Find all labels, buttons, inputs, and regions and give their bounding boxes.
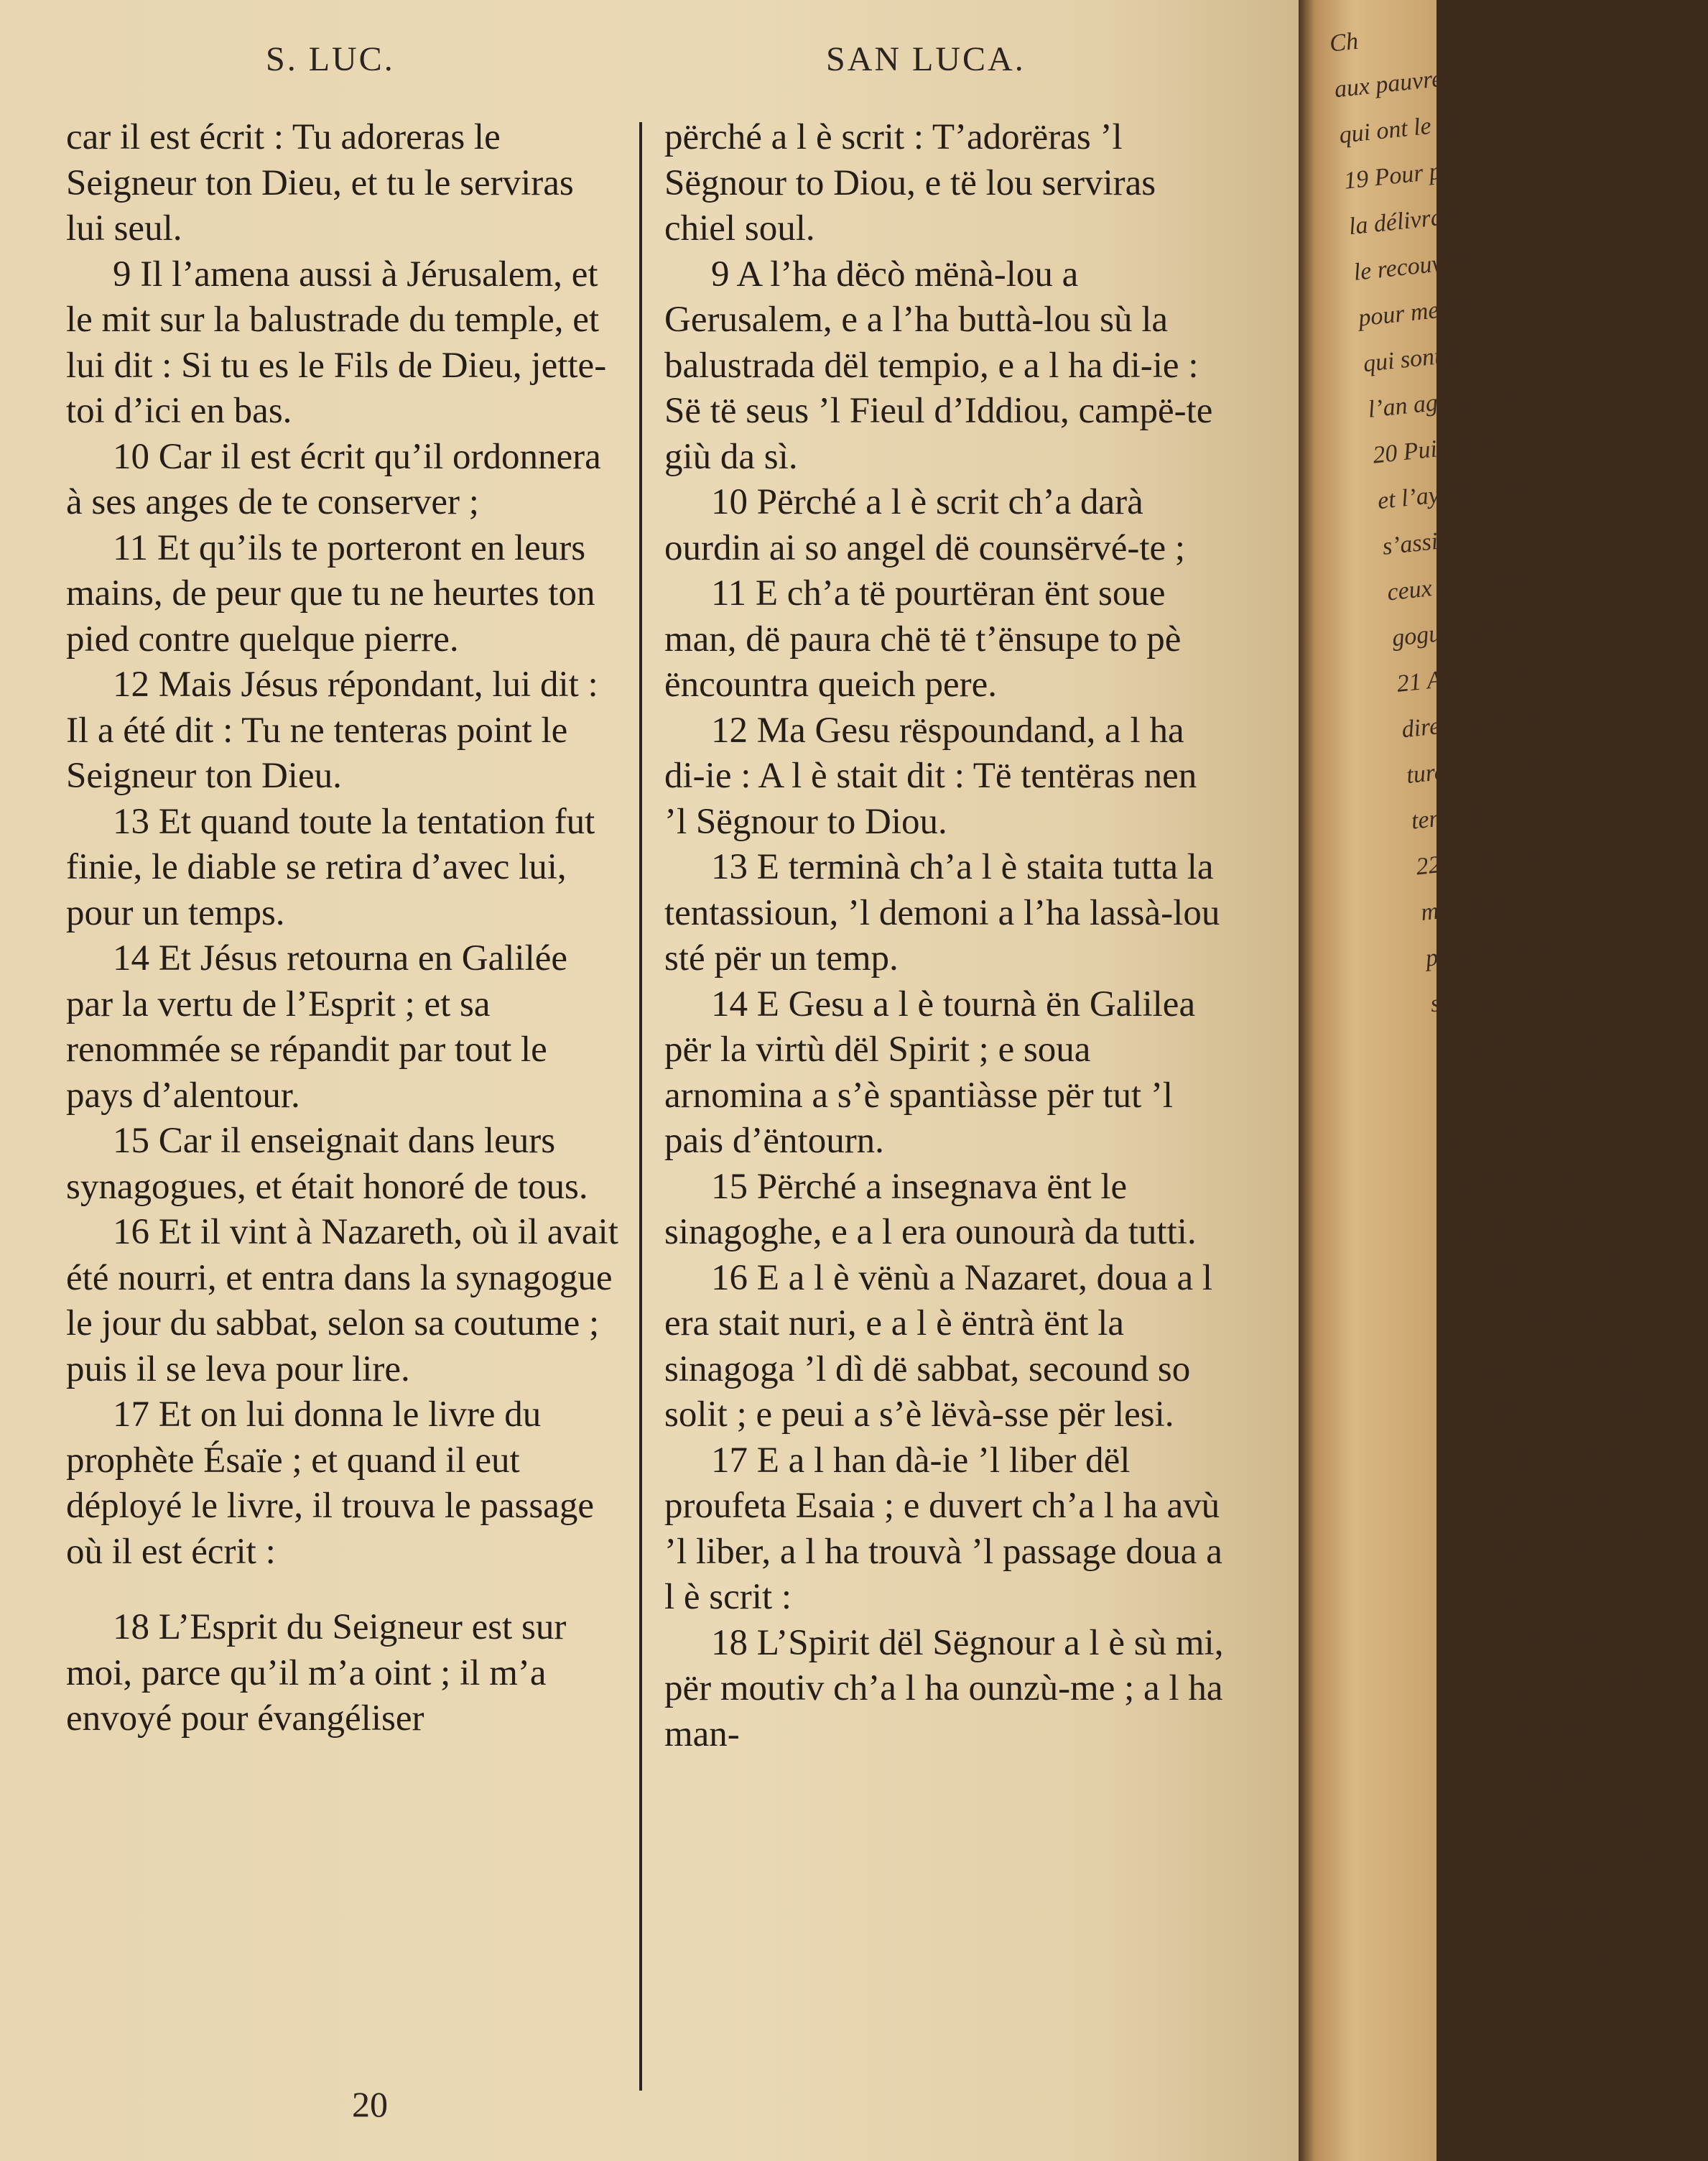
- verse-paragraph: 14 E Gesu a l è tournà ën Galilea për la virtù dël Spirit ; e soua arnomina a s’è spantiàsse për tut ’l pais d’ëntourn.: [664, 984, 1196, 1161]
- adjacent-line: et l’ayant rendu: [1376, 471, 1533, 515]
- verse-paragraph: 16 Et il vint à Nazareth, où il avait été nourri, et entra dans la synagogue le jour du sabbat, selon sa coutume ; puis il se leva pour lire.: [66, 1212, 618, 1389]
- verse-paragraph: 18 L’Esprit du Seigneur est sur moi, parce qu’il m’a oint ; il m’a envoyé pour évangéliser: [66, 1607, 567, 1739]
- header-left: S. LUC.: [266, 40, 395, 78]
- adjacent-line: paroles pleines: [1424, 930, 1574, 972]
- column-divider: [639, 122, 642, 2091]
- adjacent-line: Ch: [1328, 27, 1360, 57]
- adjacent-line: ment vous me c: [1448, 1158, 1600, 1200]
- adjacent-line: s’assit ; et les: [1380, 519, 1517, 560]
- verse-paragraph: 9 A l’ha dëcò mënà-lou a Gerusalem, e a l’ha buttà-lou sù la balustrada dël tempio, e a l ha di-ie : Së të seus ’l Fieul d’Iddiou, campë-te giù da sì.: [664, 254, 1213, 477]
- adjacent-line: dire : Aujourd’: [1400, 701, 1549, 744]
- adjacent-line: qu’il y avait pl: [1501, 1662, 1647, 1704]
- adjacent-line: gogue étaient a: [1391, 609, 1544, 652]
- verse-paragraph: 12 Mais Jésus répondant, lui dit : Il a été dit : Tu ne tenteras point le Seigneur ton Dieu.: [66, 665, 598, 796]
- adjacent-line: 23 Et il leur: [1443, 1116, 1564, 1155]
- adjacent-line: 22 Et tous lu: [1414, 841, 1541, 881]
- adjacent-line: aux pauvres ;: [1333, 63, 1467, 103]
- adjacent-line: la délivrance,: [1347, 199, 1484, 241]
- adjacent-line: 24 Mais il leur: [1477, 1433, 1624, 1475]
- adjacent-line: 25 Et certes: [1496, 1619, 1615, 1658]
- adjacent-line: y eut une gran: [1520, 1845, 1663, 1887]
- adjacent-line: rité je vous dis,: [1482, 1478, 1633, 1521]
- verse-paragraph: 15 Car il enseignait dans leurs synagogues, et était honoré de tous.: [66, 1121, 588, 1207]
- adjacent-line: sortaient de sa b: [1429, 973, 1594, 1018]
- verse-paragraph: 15 Përché a insegnava ënt le sinagoghe, e a l era ounourà da tutti.: [664, 1166, 1197, 1252]
- verse-paragraph: 11 E ch’a të pourtëran ënt soue man, dë paura chë të t’ënsupe to pè ëncountra queich pere.: [664, 573, 1182, 705]
- adjacent-line: ans et six mois: [1516, 1799, 1661, 1841]
- adjacent-line: tout le pays.: [1525, 1893, 1646, 1933]
- adjacent-line: tendant.: [1410, 800, 1492, 835]
- verse-paragraph: 12 Ma Gesu rëspoundand, a l ha di-ie : A l è stait dit : Të tentëras nen ’l Sëgnour to Diou.: [664, 710, 1197, 842]
- header-right: SAN LUCA.: [826, 40, 1026, 78]
- adjacent-page-edge: [1299, 0, 1663, 2161]
- verse-paragraph: 14 Et Jésus retourna en Galilée par la vertu de l’Esprit ; et sa renommée se répandit par tout le pays d’alentour.: [66, 938, 568, 1116]
- adjacent-line: l’an agréable d: [1366, 381, 1520, 423]
- verse-paragraph: 18 L’Spirit dël Sëgnour a l è sù mi, për moutiv ch’a l ha ounzù-me ; a l ha man-: [664, 1622, 1224, 1754]
- adjacent-line: toi-même ; et fais: [1457, 1247, 1630, 1292]
- adjacent-line: ceux qui étaien: [1386, 564, 1536, 606]
- verse-paragraph: 13 E terminà ch’a l è staita tutta la tentassioun, ’l demoni a l’ha lassà-lou sté për un temp.: [664, 847, 1220, 978]
- adjacent-line: 20 Puis ayan: [1371, 429, 1502, 469]
- adjacent-page-text: [1327, 7, 1670, 1988]
- verse-paragraph: 10 Car il est écrit qu’il ordonnera à ses anges de te conserver ;: [66, 436, 601, 522]
- adjacent-line: le fils de Joseph ?: [1439, 1064, 1616, 1109]
- adjacent-line: moignage, et s’: [1419, 884, 1572, 927]
- verse-paragraph: car il est écrit : Tu adoreras le Seigneur ton Dieu, et tu le serviras lui seul.: [66, 117, 574, 249]
- adjacent-line: qui sont foulés: [1362, 336, 1507, 378]
- adjacent-line: disaient : Celui-c: [1434, 1019, 1606, 1064]
- adjacent-line: pays, toutes les: [1462, 1295, 1614, 1338]
- left-column-french: [66, 115, 619, 1742]
- adjacent-line: faites à Capernaü: [1472, 1384, 1650, 1430]
- adjacent-line: pays ;: [1491, 1579, 1554, 1612]
- verse-paragraph: 16 E a l è vënù a Nazaret, doua a l era stait nuri, e a l è ëntrà ënt la sinagoga ’l dì dë sabbat, secound so solit ; e peui a s’è lëvà-sse për lesi.: [664, 1257, 1213, 1435]
- adjacent-line: ture est accomp: [1405, 746, 1561, 790]
- adjacent-line: le recouvrem: [1352, 246, 1481, 286]
- verse-paragraph: përché a l è scrit : T’adorëras ’l Sëgnour to Diou, e të lou serviras chiel soul.: [664, 117, 1156, 249]
- adjacent-line: verbe : Médecin: [1453, 1203, 1614, 1246]
- verse-paragraph: 17 E a l han dà-ie ’l liber dël proufeta Esaia ; e duvert ch’a l ha avù ’l liber, a l ha trouvà ’l passage doua a l è scrit :: [664, 1440, 1222, 1617]
- adjacent-line: 19 Pour p: [1342, 157, 1443, 195]
- adjacent-line: en Israël, du: [1505, 1710, 1631, 1749]
- verse-paragraph: 17 Et on lui donna le livre du prophète Ésaïe ; et quand il eut déployé le livre, il trouva le passage où il est écrit :: [66, 1394, 594, 1572]
- page-number: 20: [352, 2084, 388, 2124]
- adjacent-line: 21 Alors il co: [1396, 657, 1530, 698]
- adjacent-line: lorsque le ciel: [1510, 1754, 1652, 1795]
- adjacent-line: pour mettre: [1357, 293, 1473, 332]
- verse-paragraph: 13 Et quand toute la tentation fut finie, le diable se retira d’avec lui, pour un temps.: [66, 801, 595, 933]
- verse-paragraph: 9 Il l’amena aussi à Jérusalem, et le mit sur la balustrade du temple, et lui dit : Si tu es le Fils de Dieu, jette-toi d’ici en bas.: [66, 254, 607, 431]
- adjacent-line: nous avons ouï d: [1467, 1339, 1635, 1384]
- adjacent-line: 26 Et toutes: [1530, 1939, 1649, 1979]
- right-column-piedmontese: [664, 115, 1225, 1757]
- adjacent-line: phète n’est bien: [1487, 1523, 1644, 1567]
- verse-paragraph: 10 Përché a l è scrit ch’a darà ourdin ai so angel dë counsërvé-te ;: [664, 482, 1186, 568]
- verse-paragraph: 11 Et qu’ils te porteront en leurs mains, de peur que tu ne heurtes ton pied contre quelque pierre.: [66, 527, 595, 660]
- adjacent-line: qui ont le cœ: [1337, 108, 1466, 149]
